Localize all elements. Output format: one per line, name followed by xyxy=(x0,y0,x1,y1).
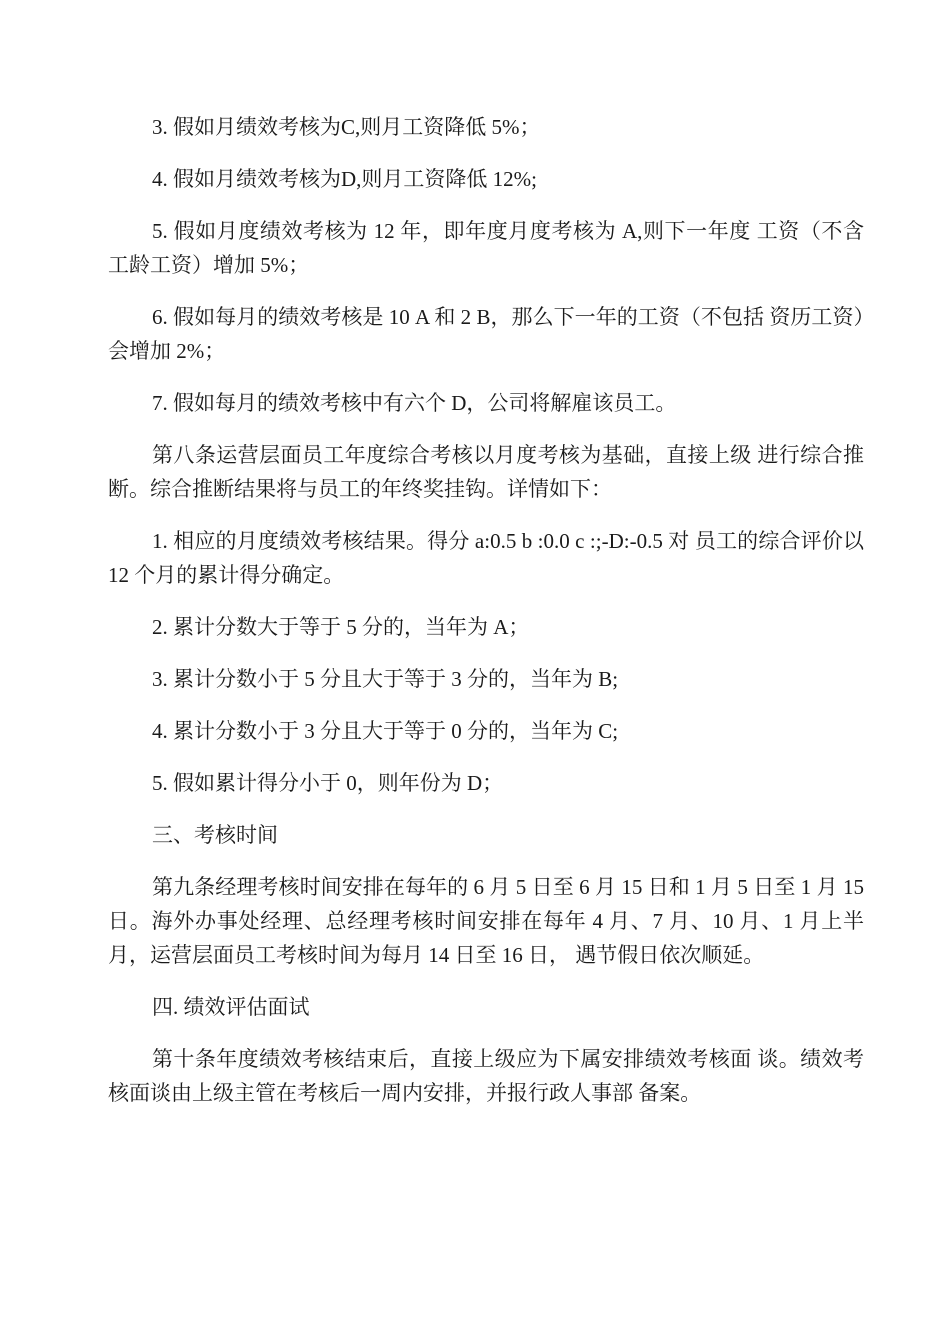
article-10-interview: 第十条年度绩效考核结束后，直接上级应为下属安排绩效考核面 谈。绩效考核面谈由上级主管在考核后一周内安排，并报行政人事部 备案。 xyxy=(108,1047,864,1105)
document-page xyxy=(108,110,864,1128)
section-heading-interview: 四. 绩效评估面试 xyxy=(152,995,310,1019)
score-item-3: 3. 累计分数小于 5 分且大于等于 3 分的，当年为 B; xyxy=(152,667,619,691)
score-item-2: 2. 累计分数大于等于 5 分的，当年为 A； xyxy=(152,615,530,639)
rule-item-7-dismissal: 7. 假如每月的绩效考核中有六个 D，公司将解雇该员工。 xyxy=(152,391,677,415)
rule-item-4-grade-d: 4. 假如月绩效考核为D,则月工资降低 12%; xyxy=(152,167,537,191)
rule-item-3-grade-c: 3. 假如月绩效考核为C,则月工资降低 5%； xyxy=(152,115,541,139)
section-heading-review-time: 三、考核时间 xyxy=(152,823,278,847)
rule-item-6-mixed-grades: 6. 假如每月的绩效考核是 10 A 和 2 B，那么下一年的工资（不包括 资历工资）会增加 2%； xyxy=(108,305,864,363)
score-item-5: 5. 假如累计得分小于 0，则年份为 D； xyxy=(152,771,504,795)
article-8-annual-review: 第八条运营层面员工年度综合考核以月度考核为基础，直接上级 进行综合推断。综合推断结果将与员工的年终奖挂钩。详情如下： xyxy=(108,443,864,501)
rule-item-5-annual-a: 5. 假如月度绩效考核为 12 年，即年度月度考核为 A,则下一年度 工资（不含工龄工资）增加 5%； xyxy=(108,219,864,277)
score-item-1: 1. 相应的月度绩效考核结果。得分 a:0.5 b :0.0 c :;-D:-0.5 对 员工的综合评价以 12 个月的累计得分确定。 xyxy=(108,529,864,587)
score-item-4: 4. 累计分数小于 3 分且大于等于 0 分的，当年为 C; xyxy=(152,719,619,743)
article-9-schedule: 第九条经理考核时间安排在每年的 6 月 5 日至 6 月 15 日和 1 月 5 日至 1 月 15 日。海外办事处经理、总经理考核时间安排在每年 4 月、7 月、10 月、1 月上半月，运营层面员工考核时间为每月 14 日至 16 日， 遇节假日依次顺延。 xyxy=(108,875,864,967)
